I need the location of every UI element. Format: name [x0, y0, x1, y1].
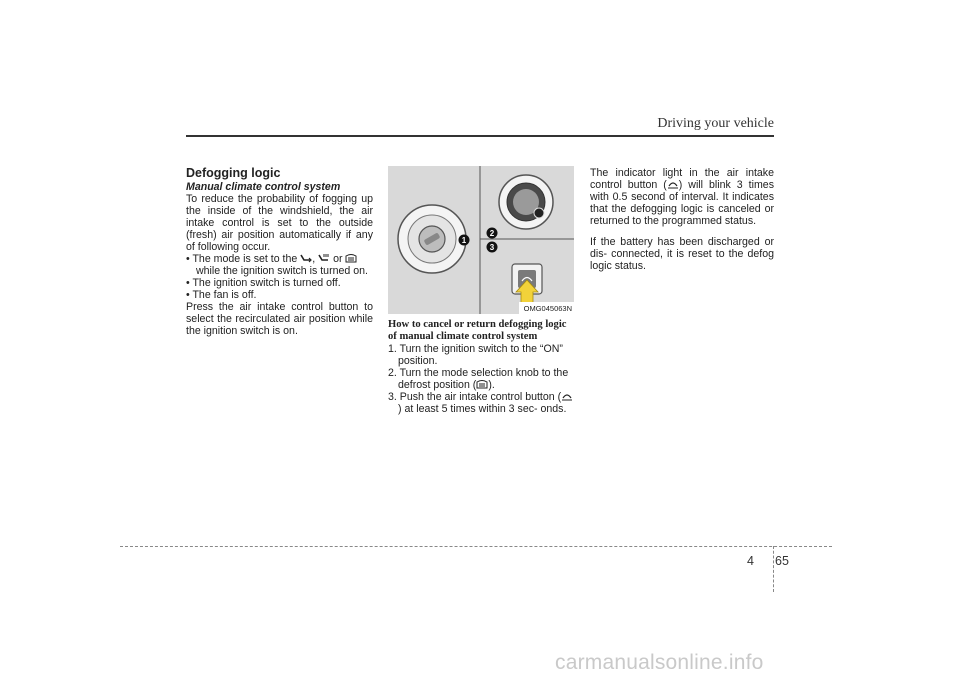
outro-paragraph: Press the air intake control button to select the recirculated air position while the ignition switch is on. — [186, 301, 373, 337]
middle-column — [388, 319, 574, 415]
indicator-paragraph — [590, 167, 774, 227]
step-2-pre: 2. Turn the mode selection knob to the defrost position ( — [388, 367, 569, 391]
watermark: carmanualsonline.info — [555, 651, 764, 674]
bullet-mode-post: while the ignition switch is turned on. — [196, 265, 368, 277]
right-column — [590, 167, 774, 272]
air-intake-icon — [561, 391, 573, 401]
callout-3: 3 — [489, 243, 495, 252]
defrost-mode-icon — [345, 253, 357, 263]
callout-1: 1 — [461, 236, 467, 245]
climate-control-figure — [388, 166, 574, 314]
air-intake-icon — [667, 179, 679, 189]
left-column — [186, 167, 373, 337]
bullet-ignition: • The ignition switch is turned off. — [186, 277, 341, 289]
defrost-mode-icon — [476, 379, 488, 389]
step-1: 1. Turn the ignition switch to the “ON” position. — [388, 343, 563, 367]
callout-2: 2 — [489, 229, 495, 238]
climate-control-illustration — [388, 166, 574, 314]
indicator-pre: The indicator light in the air intake control button ( — [590, 167, 774, 191]
step-2-post: ). — [488, 379, 495, 391]
howto-title: How to cancel or return defogging logic of manual climate control system — [388, 319, 567, 342]
section-subheading: Manual climate control system — [186, 181, 341, 193]
page-header-title: Driving your vehicle — [657, 116, 774, 131]
bullet-mode — [186, 253, 373, 277]
floor-mode-icon — [300, 253, 312, 263]
figure-code: OMG045063N — [523, 304, 572, 313]
floor-defrost-mode-icon — [318, 253, 330, 263]
bullet-mode-sep: , — [312, 253, 316, 265]
step-2 — [388, 367, 574, 391]
page-number: 65 — [775, 554, 789, 568]
step-3-pre: 3. Push the air intake control button ( — [388, 391, 562, 403]
header-rule — [186, 135, 774, 137]
intro-paragraph: To reduce the probability of fogging up the inside of the windshield, the air intake control is set to the outside (fresh) air position automatically if any of following occur. — [186, 193, 373, 253]
step-3-post: ) at least 5 times within 3 sec- onds. — [398, 403, 567, 415]
bullet-mode-pre: • The mode is set to the — [186, 253, 298, 265]
section-number: 4 — [747, 554, 754, 568]
indicator-post: ) will blink 3 times with 0.5 second of interval. It indicates that the defogging logic is canceled or returned to the programmed status. — [590, 179, 774, 227]
battery-paragraph: If the battery has been discharged or dis- connected, it is reset to the defog logic status. — [590, 236, 774, 272]
bullet-mode-or: or — [333, 253, 343, 265]
footer-divider — [773, 546, 774, 592]
step-3 — [388, 391, 574, 415]
footer-rule — [120, 546, 832, 547]
section-heading: Defogging logic — [186, 166, 281, 180]
bullet-fan: • The fan is off. — [186, 289, 257, 301]
